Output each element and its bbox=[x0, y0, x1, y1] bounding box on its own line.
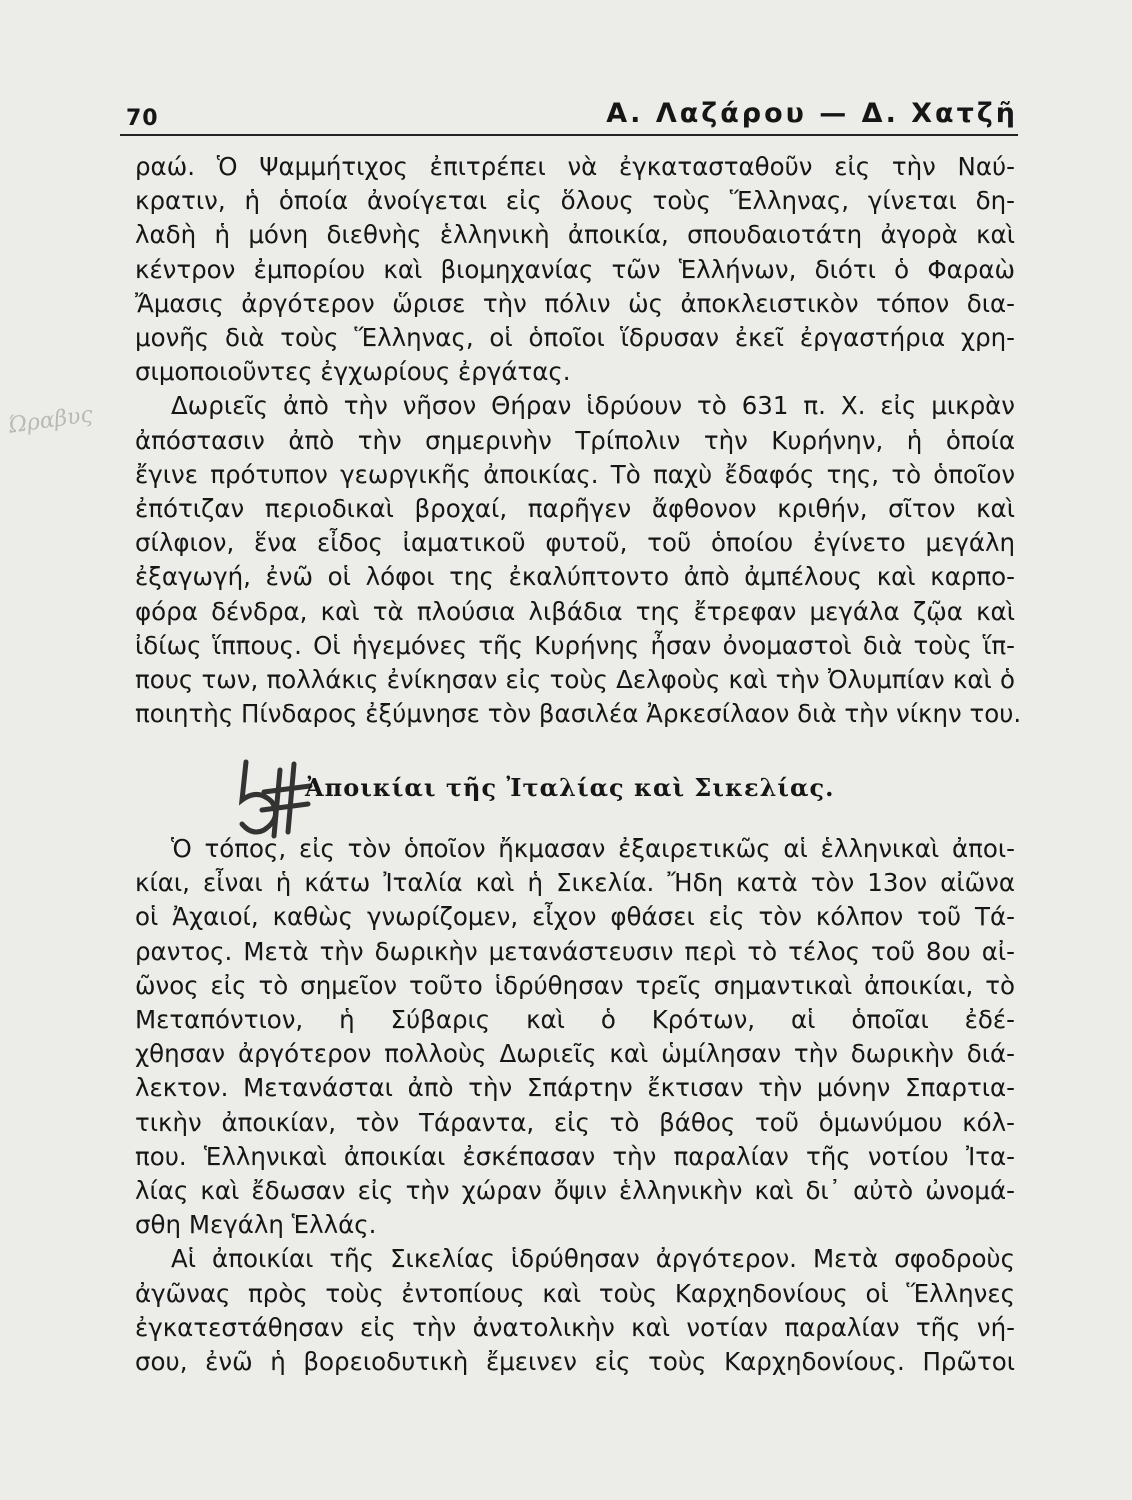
section-heading: Ἀποικίαι τῆς Ἰταλίας καὶ Σικελίας. bbox=[305, 773, 835, 802]
text-line: ἀγῶνας πρὸς τοὺς ἐντοπίους καὶ τοὺς Καρχηδονίους οἱ Ἕλληνες bbox=[135, 1278, 1015, 1308]
text-line: ραντος. Μετὰ τὴν δωρικὴν μετανάστευσιν περὶ τὸ τέλος τοῦ 8ου αἰ- bbox=[135, 936, 1015, 966]
text-line: οἱ Ἀχαιοί, καθὼς γνωρίζομεν, εἶχον φθάσει εἰς τὸν κόλπον τοῦ Τά- bbox=[135, 902, 1015, 932]
text-line: ῶνος εἰς τὸ σημεῖον τοῦτο ἱδρύθησαν τρεῖς σημαντικαὶ ἀποικίαι, τὸ bbox=[135, 970, 1015, 1000]
page-header bbox=[120, 98, 1018, 134]
body-text-upper bbox=[135, 150, 1022, 731]
text-line: φόρα δένδρα, καὶ τὰ πλούσια λιβάδια της ἔτρεφαν μεγάλα ζῷα καὶ bbox=[135, 596, 1015, 626]
text-line: σίλφιον, ἕνα εἶδος ἰαματικοῦ φυτοῦ, τοῦ ὁποίου ἐγίνετο μεγάλη bbox=[135, 528, 1015, 558]
text-line: σιμοποιοῦντες ἐγχωρίους ἐργάτας. bbox=[135, 357, 571, 387]
text-line: σου, ἐνῶ ἡ βορειοδυτικὴ ἔμεινεν εἰς τοὺς Καρχηδονίους. Πρῶτοι bbox=[135, 1347, 1015, 1377]
text-line: ραώ. Ὁ Ψαμμήτιχος ἐπιτρέπει νὰ ἐγκατασταθοῦν εἰς τὴν Ναύ- bbox=[135, 152, 1015, 181]
text-line: τικὴν ἀποικίαν, τὸν Τάραντα, εἰς τὸ βάθος τοῦ ὁμωνύμου κόλ- bbox=[135, 1107, 1015, 1137]
text-line: ἐγκατεστάθησαν εἰς τὴν ἀνατολικὴν καὶ νοτίαν παραλίαν τῆς νή- bbox=[135, 1312, 1015, 1342]
body-text-lower bbox=[135, 832, 1015, 1379]
text-line: ἰδίως ἵππους. Οἱ ἡγεμόνες τῆς Κυρήνης ἦσαν ὀνομαστοὶ διὰ τοὺς ἵπ- bbox=[135, 630, 1015, 660]
text-line: που. Ἑλληνικαὶ ἀποικίαι ἐσκέπασαν τὴν παραλίαν τῆς νοτίου Ἰτα- bbox=[135, 1141, 1015, 1171]
text-line: ἐξαγωγή, ἐνῶ οἱ λόφοι της ἐκαλύπτοντο ἀπὸ ἀμπέλους καὶ καρπο- bbox=[135, 562, 1015, 592]
header-rule bbox=[120, 134, 1018, 136]
text-line: Μεταπόντιον, ἡ Σύβαρις καὶ ὁ Κρότων, αἱ ὁποῖαι ἐδέ- bbox=[135, 1005, 1015, 1035]
paragraph-1 bbox=[135, 150, 1015, 389]
running-head: Α. Λαζάρου — Δ. Χατζῆ bbox=[606, 98, 1018, 129]
text-line: κέντρον ἐμπορίου καὶ βιομηχανίας τῶν Ἑλλήνων, διότι ὁ Φαραὼ bbox=[135, 254, 1015, 284]
text-line: Δωριεῖς ἀπὸ τὴν νῆσον Θήραν ἱδρύουν τὸ 631 π. Χ. εἰς μικρὰν bbox=[171, 391, 1015, 421]
text-line: κρατιν, ἡ ὁποία ἀνοίγεται εἰς ὅλους τοὺς Ἕλληνας, γίνεται δη- bbox=[135, 186, 1015, 216]
text-line: ἐπότιζαν περιοδικαὶ βροχαί, παρῆγεν ἄφθονον κριθήν, σῖτον καὶ bbox=[135, 494, 1015, 524]
margin-pencil-note: Ώραβυς bbox=[6, 402, 95, 439]
paragraph-2 bbox=[135, 389, 1022, 731]
text-line: λαδὴ ἡ μόνη διεθνὴς ἑλληνικὴ ἀποικία, σπουδαιοτάτη ἀγορὰ καὶ bbox=[135, 220, 1015, 250]
text-line: ποιητὴς Πίνδαρος ἐξύμνησε τὸν βασιλέα Ἀρκεσίλαον διὰ τὴν νίκην του. bbox=[135, 699, 1022, 729]
text-line: λίας καὶ ἔδωσαν εἰς τὴν χώραν ὄψιν ἑλληνικὴν καὶ δι᾽ αὐτὸ ὠνομά- bbox=[135, 1176, 1015, 1206]
text-line: Ὁ τόπος, εἰς τὸν ὁποῖον ἤκμασαν ἐξαιρετικῶς αἱ ἑλληνικαὶ ἀποι- bbox=[171, 834, 1015, 863]
text-line: χθησαν ἀργότερον πολλοὺς Δωριεῖς καὶ ὡμίλησαν τὴν δωρικὴν διά- bbox=[135, 1039, 1015, 1069]
text-line: πους των, πολλάκις ἐνίκησαν εἰς τοὺς Δελφοὺς καὶ τὴν Ὀλυμπίαν καὶ ὁ bbox=[135, 665, 1015, 695]
text-line: Αἱ ἀποικίαι τῆς Σικελίας ἱδρύθησαν ἀργότερον. Μετὰ σφοδροὺς bbox=[171, 1244, 1015, 1274]
page-number: 70 bbox=[126, 106, 159, 131]
text-line: Ἄμασις ἀργότερον ὥρισε τὴν πόλιν ὡς ἀποκλειστικὸν τόπον δια- bbox=[135, 288, 1015, 318]
text-line: σθη Μεγάλη Ἑλλάς. bbox=[135, 1210, 377, 1240]
text-line: μονῆς διὰ τοὺς Ἕλληνας, οἱ ὁποῖοι ἵδρυσαν ἐκεῖ ἐργαστήρια χρη- bbox=[135, 323, 1015, 353]
paragraph-3 bbox=[135, 832, 1015, 1242]
text-line: λεκτον. Μετανάσται ἀπὸ τὴν Σπάρτην ἔκτισαν τὴν μόνην Σπαρτια- bbox=[135, 1073, 1015, 1103]
text-line: ἔγινε πρότυπον γεωργικῆς ἀποικίας. Τὸ παχὺ ἔδαφός της, τὸ ὁποῖον bbox=[135, 459, 1015, 489]
paragraph-4 bbox=[135, 1242, 1015, 1379]
text-line: ἀπόστασιν ἀπὸ τὴν σημερινὴν Τρίπολιν τὴν Κυρήνην, ἡ ὁποία bbox=[135, 425, 1015, 455]
text-line: κίαι, εἶναι ἡ κάτω Ἰταλία καὶ ἡ Σικελία. Ἤδη κατὰ τὸν 13ον αἰῶνα bbox=[135, 868, 1015, 898]
